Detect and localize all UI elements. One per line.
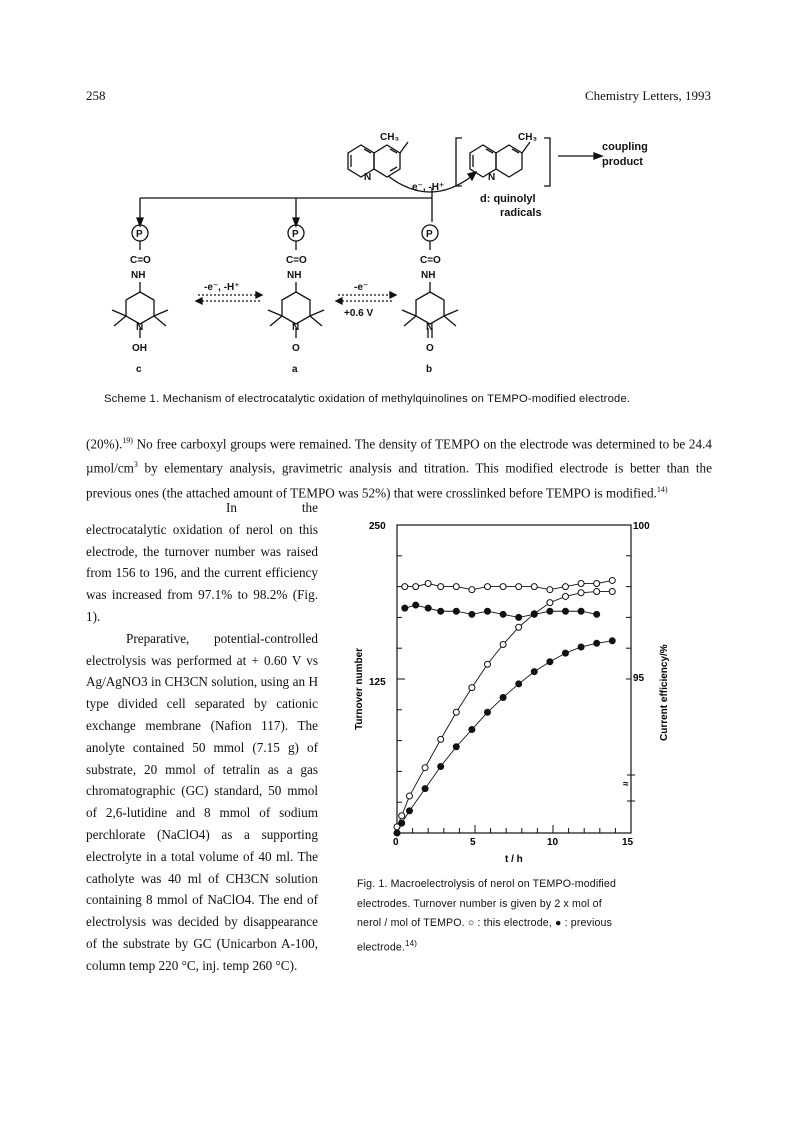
step-ab-label: -e⁻ <box>354 282 369 293</box>
filled-data-point <box>531 611 537 617</box>
x-tick-5: 5 <box>470 837 476 848</box>
filled-data-point <box>425 605 431 611</box>
nh-label-c: NH <box>131 270 146 281</box>
filled-data-point <box>484 608 490 614</box>
step-ca-label: -e⁻, -H⁺ <box>204 282 240 293</box>
filled-data-point <box>594 611 600 617</box>
p-label-c: P <box>136 229 143 240</box>
open-data-point <box>422 765 428 771</box>
oh-label: OH <box>132 343 147 354</box>
filled-data-point <box>453 744 459 750</box>
potential-label: +0.6 V <box>344 308 374 319</box>
filled-data-point <box>453 608 459 614</box>
x-tick-10: 10 <box>547 837 559 848</box>
radicals-label-1: d: quinolyl <box>480 193 536 205</box>
radicals-label-2: radicals <box>500 207 542 219</box>
filled-data-point <box>484 709 490 715</box>
paragraph-1-column: In the electrocatalytic oxidation of nerol on this electrode, the turnover number was raised from 156 to 196, and the current efficiency was increased from 97.1% to 98.2% (Fig. 1). Preparative, potential-controlled electrolysis was performed at + 0.60 V vs Ag/AgNO3 in CH3CN solution, using an H type divided cell separated by cationic exchange membrane (Nafion 117). The anolyte contained 50 mmol (7.15 g) of substrate, 20 mmol of tetralin as a gas chromatographic (GC) standard, 50 mmol of 2,6-lutidine and 8 mmol of sodium perchlorate (NaClO4) as a supporting electrolyte in a total volume of 40 ml. The catholyte was 40 ml of CH3CN solution containing 8 mmol of NaClO4. The end of electrolysis was decided by disappearance of the substrate by GC (Unicarbon A-100, column temp 220 °C, inj. temp 260 °C). <box>86 497 318 977</box>
open-data-point <box>516 584 522 590</box>
filled-data-point <box>547 659 553 665</box>
y2-axis-label: Current efficiency/% <box>659 644 670 741</box>
filled-data-point <box>438 608 444 614</box>
open-data-point <box>402 584 408 590</box>
open-data-point <box>413 584 419 590</box>
product-label: product <box>602 156 643 168</box>
x-tick-15: 15 <box>622 837 634 848</box>
electron-label: e⁻, -H⁺ <box>412 182 445 193</box>
open-data-point <box>399 813 405 819</box>
n-label-2: N <box>488 172 496 183</box>
n-label-1: N <box>364 172 372 183</box>
quinoline-structure <box>348 142 408 177</box>
paragraph-1-full: (20%).$^{19)}$ No free carboxyl groups were remained. The density of TEMPO on the electrode was determined to be 24.4 µmol/$cm^3$ by elementary analysis, gravimetric analysis and titration. This modified electrode is better than the previous ones (the attached amount of TEMPO was 52%) that were crosslinked before TEMPO is modified.$^{14)}$ <box>86 436 712 501</box>
plot-frame <box>397 525 631 833</box>
quinolyl-radical-structure <box>456 138 550 186</box>
filled-data-point <box>406 808 412 814</box>
open-data-point <box>516 624 522 630</box>
scheme-1-diagram <box>100 118 700 380</box>
open-data-point <box>547 600 553 606</box>
open-data-point <box>594 581 600 587</box>
figure-1-chart <box>345 515 670 870</box>
open-data-point <box>578 590 584 596</box>
n-ring-a: N <box>292 322 300 333</box>
filled-data-point <box>500 694 506 700</box>
filled-data-point <box>394 830 400 836</box>
y-tick-250: 250 <box>369 521 386 532</box>
open-data-point <box>609 589 615 595</box>
open-data-point <box>500 584 506 590</box>
ch3-label-1: CH₃ <box>380 132 400 143</box>
p-label-b: P <box>426 229 433 240</box>
open-data-point <box>500 642 506 648</box>
y2-tick-95: 95 <box>633 673 645 684</box>
co-label-c: C=O <box>130 255 151 266</box>
open-data-point <box>609 577 615 583</box>
x-axis-label: t / h <box>505 854 523 865</box>
filled-data-point <box>609 638 615 644</box>
open-data-point <box>438 736 444 742</box>
filled-data-point <box>578 644 584 650</box>
paragraph-2: Preparative, potential-controlled electrolysis was performed at + 0.60 V vs Ag/AgNO3 in CH3CN solution, using an H type divided cell separated by cationic exchange membrane (Nafion 117). The anolyte contained 50 mmol (7.15 g) of substrate, 20 mmol of tetralin as a gas chromatographic (GC) standard, 50 mmol of 2,6-lutidine and 8 mmol of sodium perchlorate (NaClO4) as a supporting electrolyte in a total volume of 40 ml. The catholyte was 40 ml of CH3CN solution containing 8 mmol of NaClO4. The end of electrolysis was decided by disappearance of the substrate by GC (Unicarbon A-100, column temp 220 °C, inj. temp 260 °C). <box>86 630 318 973</box>
filled-data-point <box>562 650 568 656</box>
filled-data-point <box>399 820 405 826</box>
co-label-a: C=O <box>286 255 307 266</box>
open-data-point <box>438 584 444 590</box>
axis-break-mark: ≈ <box>623 779 629 790</box>
filled-data-point <box>531 669 537 675</box>
open-data-point <box>484 584 490 590</box>
open-data-point <box>484 661 490 667</box>
open-data-point <box>531 584 537 590</box>
open-data-point <box>453 584 459 590</box>
co-label-b: C=O <box>420 255 441 266</box>
scheme-caption: Scheme 1. Mechanism of electrocatalytic oxidation of methylquinolines on TEMPO-modified electrode. <box>104 393 631 405</box>
series-line-1 <box>397 641 612 833</box>
filled-data-point <box>413 602 419 608</box>
open-data-point <box>547 587 553 593</box>
open-data-point <box>406 793 412 799</box>
p-label-a: P <box>292 229 299 240</box>
y2-tick-100: 100 <box>633 521 650 532</box>
n-ring-b: N <box>426 322 434 333</box>
filled-data-point <box>547 608 553 614</box>
open-data-point <box>469 587 475 593</box>
y-axis-label: Turnover number <box>354 647 365 730</box>
filled-data-point <box>578 608 584 614</box>
open-data-point <box>453 709 459 715</box>
open-data-point <box>469 685 475 691</box>
open-data-point <box>562 584 568 590</box>
figure-caption: Fig. 1. Macroelectrolysis of nerol on TEMPO-modified electrodes. Turnover number is given by 2 x mol of nerol / mol of TEMPO. ○ : this electrode, ● : previous electrode.$^{14)}$ <box>357 878 617 954</box>
filled-data-point <box>438 763 444 769</box>
label-c: c <box>136 364 142 375</box>
o-label-a: O <box>292 343 300 354</box>
filled-data-point <box>500 611 506 617</box>
filled-data-point <box>469 727 475 733</box>
nh-label-b: NH <box>421 270 436 281</box>
filled-data-point <box>402 605 408 611</box>
x-tick-0: 0 <box>393 837 399 848</box>
open-data-point <box>425 581 431 587</box>
open-data-point <box>594 589 600 595</box>
journal-name: Chemistry Letters, 1993 <box>584 88 711 103</box>
page-number: 258 <box>86 88 106 103</box>
filled-data-point <box>469 611 475 617</box>
o-label-b: O <box>426 343 434 354</box>
filled-data-point <box>594 640 600 646</box>
filled-data-point <box>562 608 568 614</box>
filled-data-point <box>422 786 428 792</box>
open-data-point <box>562 593 568 599</box>
open-data-point <box>578 581 584 587</box>
label-b: b <box>426 364 433 375</box>
filled-data-point <box>516 681 522 687</box>
n-ring-c: N <box>136 322 144 333</box>
filled-data-point <box>516 614 522 620</box>
coupling-label: coupling <box>602 141 648 153</box>
y-tick-125: 125 <box>369 677 386 688</box>
nh-label-a: NH <box>287 270 302 281</box>
series-line-0 <box>397 592 612 827</box>
ch3-label-2: CH₃ <box>518 132 538 143</box>
label-a: a <box>292 364 298 375</box>
